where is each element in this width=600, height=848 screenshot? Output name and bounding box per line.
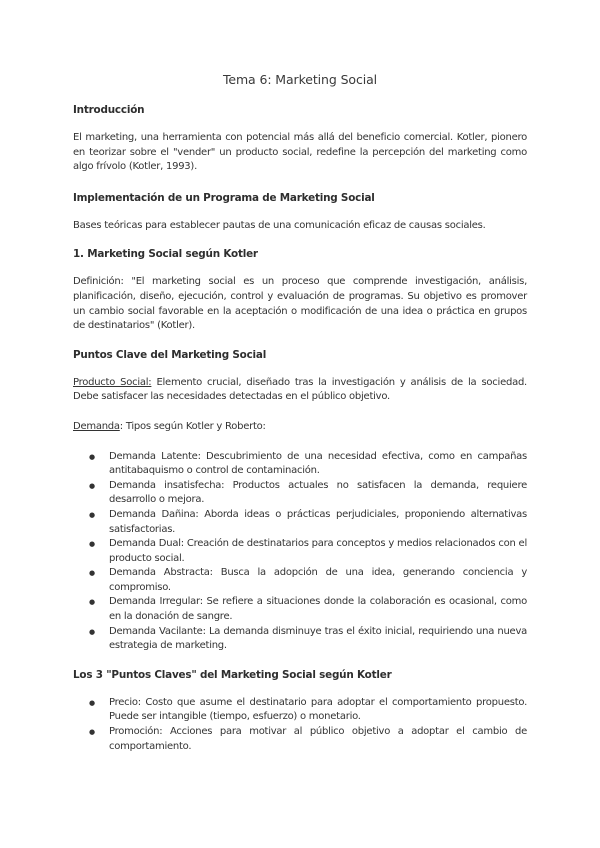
- list-item: ● Precio: Costo que asume el destinatario para adoptar el comportamiento propuesto. Puede ser intangible (tiempo, esfuerzo) o monetario.: [109, 696, 527, 725]
- list-item: ● Demanda Abstracta: Busca la adopción de una idea, generando conciencia y compromiso.: [109, 566, 527, 595]
- kotler-heading: 1. Marketing Social según Kotler: [73, 248, 258, 261]
- list-item: ● Demanda Vacilante: La demanda disminuye tras el éxito inicial, requiriendo una nueva estrategia de marketing.: [109, 625, 527, 654]
- key-points-heading: Puntos Clave del Marketing Social: [73, 348, 267, 361]
- list-item: ● Demanda Irregular: Se refiere a situaciones donde la colaboración es ocasional, como en la donación de sangre.: [109, 595, 527, 624]
- three-points-heading: Los 3 "Puntos Claves" del Marketing Social según Kotler: [73, 668, 392, 681]
- demand-paragraph: [73, 420, 527, 435]
- list-item: ● Promoción: Acciones para motivar al público objetivo a adoptar el cambio de comportamiento.: [109, 725, 527, 754]
- page-title: Tema 6: Marketing Social: [222, 72, 378, 87]
- kotler-definition-paragraph: Definición: "El marketing social es un proceso que comprende investigación, análisis, planificación, diseño, ejecución, control y evaluación de programas. Su objetivo es promover un cambio social favorable en la aceptación o modificación de una idea o práctica en grupos de destinatarios" (Kotler).: [73, 276, 527, 332]
- demand-text: : Tipos según Kotler y Roberto:: [119, 420, 266, 432]
- intro-paragraph: El marketing, una herramienta con potencial más allá del beneficio comercial. Kotler, pionero en teorizar sobre el "vender" un producto social, redefine la percepción del marketing como algo frívolo (Kotler, 1993).: [73, 132, 527, 173]
- list-item: ● Demanda Dañina: Aborda ideas o prácticas perjudiciales, proponiendo alternativas satisfactorias.: [109, 508, 527, 537]
- product-social-label: Producto Social:: [73, 376, 152, 388]
- demand-label: Demanda: [73, 420, 120, 432]
- product-social-text: Elemento crucial, diseñado tras la investigación y análisis de la sociedad. Debe satisfacer las necesidades detectadas en el público objetivo.: [73, 376, 527, 403]
- three-points-list: [73, 696, 527, 754]
- intro-heading: Introducción: [73, 104, 145, 116]
- list-item: ● Demanda insatisfecha: Productos actuales no satisfacen la demanda, requiere desarrollo o mejora.: [109, 479, 527, 508]
- list-item: ● Demanda Dual: Creación de destinatarios para conceptos y medios relacionados con el producto social.: [109, 537, 527, 566]
- implementation-paragraph: Bases teóricas para establecer pautas de una comunicación eficaz de causas sociales.: [73, 219, 486, 231]
- product-social-paragraph: [73, 376, 527, 405]
- list-item: ● Demanda Latente: Descubrimiento de una necesidad efectiva, como en campañas antitabaquismo o control de contaminación.: [109, 450, 527, 479]
- implementation-heading: Implementación de un Programa de Marketing Social: [73, 191, 375, 204]
- demand-types-list: [73, 450, 527, 654]
